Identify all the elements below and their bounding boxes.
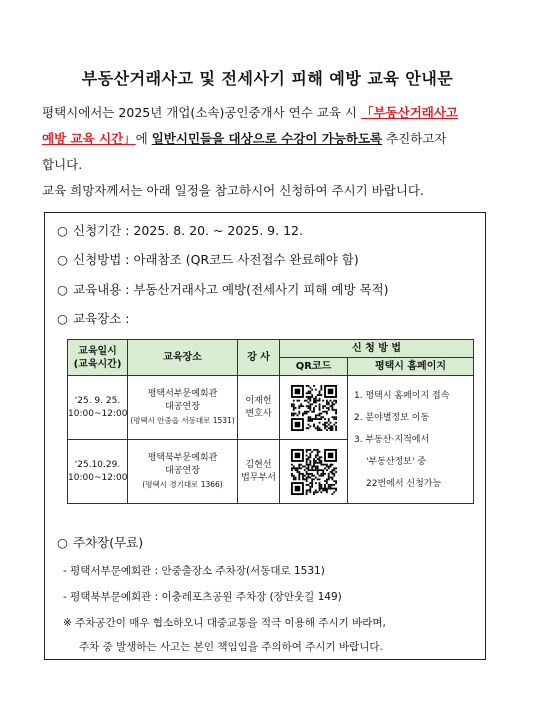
intro-line-2 (42, 126, 446, 152)
education-content: ○ 교육내용 : 부동산거래사고 예방(전세사기 피해 예방 목적) (57, 282, 389, 297)
row-date: '25. 9. 25. 10:00~12:00 (68, 376, 128, 440)
parking-north: - 평택북부문예회관 : 이충레포츠공원 주차장 (장안웃길 149) (63, 591, 342, 603)
education-place: ○ 교육장소 : (57, 311, 130, 326)
qr-code-icon[interactable] (291, 385, 337, 431)
row-lecturer: 이재헌 변호사 (238, 376, 280, 440)
header-place: 교육장소 (128, 340, 238, 376)
bullet-icon: ○ (57, 252, 68, 267)
step-3: 3. 부동산·지적에서 (354, 434, 430, 445)
intro-highlight: 「부동산거래사고 (360, 105, 459, 120)
intro-text: 에 (135, 131, 152, 146)
step-1: 1. 평택시 홈페이지 접속 (354, 390, 450, 401)
bullet-icon: ○ (57, 311, 68, 326)
apply-period: ○ 신청기간 : 2025. 8. 20. ~ 2025. 9. 12. (57, 223, 303, 238)
header-date: 교육일시 (교육시간) (68, 340, 128, 376)
header-method: 신 청 방 법 (280, 340, 474, 358)
step-3-cont: '부동산정보' 중 (366, 456, 426, 467)
qr-code-2[interactable] (280, 440, 348, 504)
row-date: '25.10.29. 10:00~12:00 (68, 440, 128, 504)
intro-line-4: 교육 희망자께서는 아래 일정을 참고하시어 신청하여 주시기 바랍니다. (42, 183, 424, 198)
parking-west: - 평택서부문예회관 : 안중출장소 주차장(서동대로 1531) (63, 565, 325, 577)
bullet-icon: ○ (57, 223, 68, 238)
schedule-table (67, 339, 474, 504)
info-box (44, 212, 486, 660)
bullet-icon: ○ (57, 535, 68, 550)
step-2: 2. 분야별정보 이동 (354, 412, 430, 423)
apply-method: ○ 신청방법 : 아래참조 (QR코드 사전접수 완료해야 함) (57, 252, 359, 267)
qr-code-icon[interactable] (291, 449, 337, 495)
row-place: 평택서부문예회관 대공연장 (평택시 안중읍 서동대로 1531) (128, 376, 238, 440)
intro-highlight: 예방 교육 시간」 (42, 131, 136, 146)
document-title: 부동산거래사고 및 전세사기 피해 예방 교육 안내문 (81, 69, 454, 88)
step-3-end: 22번에서 신청가능 (366, 478, 442, 489)
parking-note-2: 주차 중 발생하는 사고는 본인 책임임을 주의하여 주시기 바랍니다. (79, 641, 383, 653)
intro-line-3: 합니다. (42, 157, 83, 172)
homepage-steps (348, 376, 474, 504)
parking-heading: ○ 주차장(무료) (57, 535, 144, 550)
intro-text: 추진하고자 (382, 131, 447, 146)
header-lecturer: 강 사 (238, 340, 280, 376)
header-qr: QR코드 (280, 358, 348, 376)
parking-note-1: ※ 주차공간이 매우 협소하오니 대중교통을 적극 이용해 주시기 바라며, (63, 617, 386, 629)
intro-text: 평택시에서는 2025년 개업(소속)공인중개사 연수 교육 시 (42, 105, 361, 120)
intro-line-1 (42, 100, 458, 126)
header-homepage: 평택시 홈페이지 (348, 358, 474, 376)
bullet-icon: ○ (57, 282, 68, 297)
table-row (68, 376, 474, 440)
row-place: 평택북부문예회관 대공연장 (평택시 경기대로 1366) (128, 440, 238, 504)
intro-emphasis: 일반시민들을 대상으로 수강이 가능하도록 (151, 131, 383, 146)
qr-code-1[interactable] (280, 376, 348, 440)
row-lecturer: 김현선 법무부서 (238, 440, 280, 504)
